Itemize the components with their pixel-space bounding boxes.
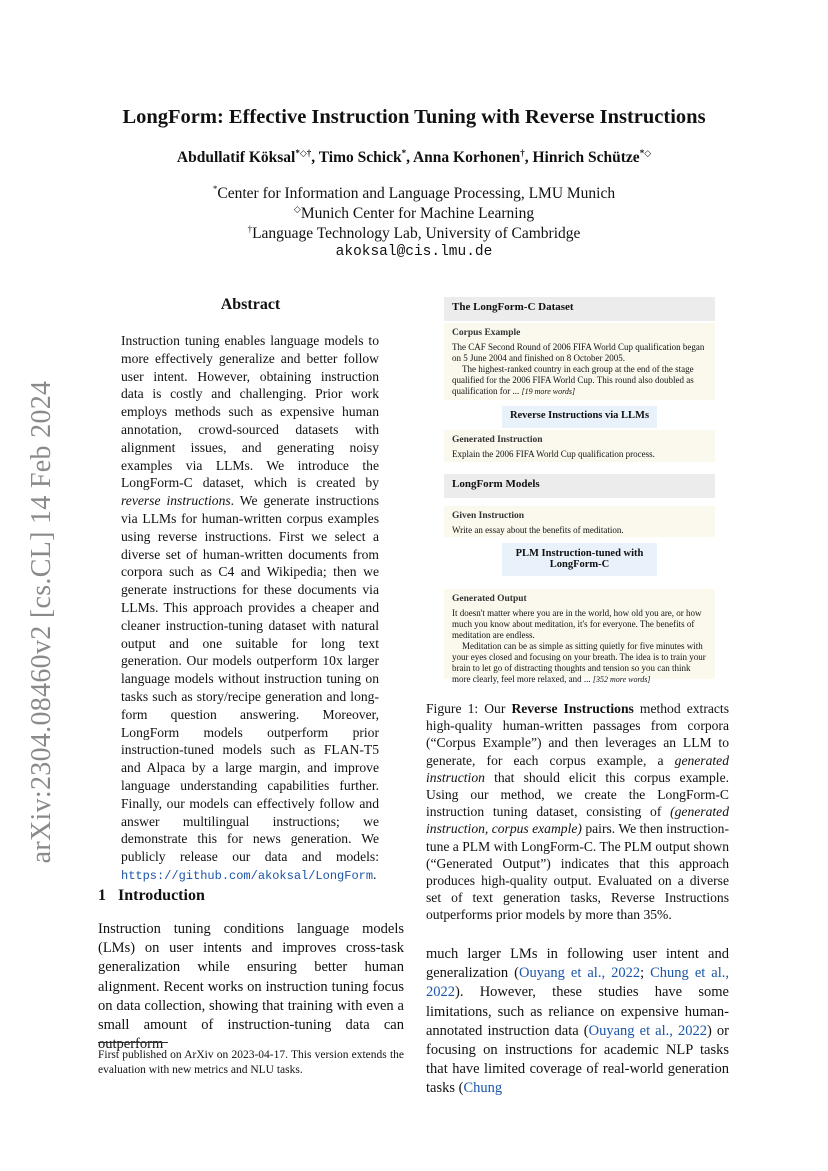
author-name: Hinrich Schütze <box>532 149 640 166</box>
body-text: ). However, these studies have some limitations, such as reliance on expensive human-annotated instruction data ( <box>426 984 729 1039</box>
body-text: ; <box>640 965 651 982</box>
generated-output-box <box>444 589 715 684</box>
generated-instruction-box <box>444 430 715 462</box>
author-name: Timo Schick <box>318 149 402 166</box>
citation-link[interactable]: Ouyang et al., 2022 <box>588 1022 707 1039</box>
affiliation-text: Center for Information and Language Processing, LMU Munich <box>217 185 616 202</box>
author-mark: * <box>401 147 407 158</box>
footnote: First published on ArXiv on 2023-04-17. This version extends the evaluation with new metrics and NLU tasks. <box>98 1049 404 1076</box>
given-instruction-label: Given Instruction <box>452 511 525 521</box>
generated-instruction-text: Explain the 2006 FIFA World Cup qualification process. <box>452 449 655 459</box>
caption-italic: (generated instruction, corpus example) <box>426 804 729 837</box>
abstract-heading: Abstract <box>220 296 281 313</box>
citation-link[interactable]: Chung et al., 2022 <box>426 965 730 1001</box>
right-column-text <box>426 945 729 1099</box>
generated-instruction-label: Generated Instruction <box>452 435 543 445</box>
introduction-text: Instruction tuning conditions language models (LMs) on user intents and improves cross-task generalization while ensuring better human alignment. Recent works on instruction tuning focus on data collection, showing that training with even a small amount of instruction-tuning data can outperform <box>98 921 404 1053</box>
caption-text: Figure 1: Our <box>426 701 512 716</box>
citation-link[interactable]: Ouyang et al., 2022 <box>518 965 641 982</box>
output-more-words: [352 more words] <box>592 675 651 684</box>
repository-link[interactable]: https://github.com/akoksal/LongForm <box>121 868 374 883</box>
arxiv-id: arXiv:2304.08460v2 [cs.CL] 14 Feb 2024 <box>26 380 57 864</box>
citation-link[interactable]: Chung <box>463 1080 503 1097</box>
corpus-example-text <box>452 364 707 397</box>
affiliation-mark: * <box>212 183 218 194</box>
corpus-example-box <box>444 323 715 400</box>
author-list: Abdullatif Köksal*◇†, Timo Schick*, Anna Korhonen†, Hinrich Schütze*◇ <box>176 147 652 166</box>
abstract-text: . We generate instructions via LLMs for human-written corpus examples using reverse instructions. First we select a diverse set of human-written documents from corpora such as C4 and Wikipedia; then we generate instructions for these documents via LLMs. This approach provides a cheaper and cleaner instruction-tuning dataset with natural output and one suitable for long text generation. Our models outperform 10x larger language models without instruction tuning on tasks such as story/recipe generation and long-form question answering. Moreover, LongForm models outperform prior instruction-tuned models such as FLAN-T5 and Alpaca by a large margin, and improve language understanding capabilities further. Finally, our models can effectively follow and answer multilingual instructions; we demonstrate this for news generation. We publicly release our data and models: <box>121 493 379 865</box>
figure-1 <box>444 297 715 684</box>
abstract-text: . <box>373 866 377 882</box>
affiliation-mark: † <box>247 223 253 234</box>
author-name: Anna Korhonen <box>412 149 521 166</box>
author-email[interactable]: akoksal@cis.lmu.de <box>335 244 493 260</box>
corpus-example-text-2: The highest-ranked country in each group at the end of the stage qualified for the 2006 FIFA World Cup. This round also doubled as qualification for ... <box>452 364 694 396</box>
footnote-divider <box>98 1042 168 1043</box>
paper-title: LongForm: Effective Instruction Tuning with Reverse Instructions <box>122 106 706 128</box>
models-header: LongForm Models <box>444 474 715 498</box>
affiliation-mark: ◇ <box>293 203 301 214</box>
section-number: 1 <box>98 887 106 904</box>
caption-italic: generated instruction <box>426 752 729 785</box>
corpus-example-label: Corpus Example <box>452 328 521 338</box>
corpus-example-text: The CAF Second Round of 2006 FIFA World Cup qualification began on 5 June 2004 and finished on 8 October 2005. <box>452 342 705 363</box>
reverse-instructions-box: Reverse Instructions via LLMs <box>502 406 657 428</box>
body-text: ) or focusing on instructions for academic NLP tasks that have limited coverage of real-world generation tasks ( <box>426 1022 729 1097</box>
body-text: much larger LMs in following user intent and generalization ( <box>426 946 729 982</box>
given-instruction-box <box>444 506 715 537</box>
figure-caption <box>426 700 729 924</box>
author-mark: *◇ <box>639 147 652 158</box>
generated-output-text-2: Meditation can be as simple as sitting quietly for five minutes with your eyes closed and focusing on your breath. The idea is to train your brain to let go of distracting thoughts and tension so you can think more clearly, feel more relaxed, and ... <box>452 641 706 684</box>
caption-text: method extracts high-quality human-written passages from corpora (“Corpus Example”) and then leverages an LLM to generate, for each corpus example, a <box>426 701 729 768</box>
section-heading <box>98 887 205 905</box>
corpus-more-words: [19 more words] <box>521 387 576 396</box>
author-mark: † <box>520 147 525 158</box>
affiliation-text: Language Technology Lab, University of Cambridge <box>252 225 581 242</box>
caption-text: that should elicit this corpus example. Using our method, we create the LongForm-C instruction tuning dataset, consisting of <box>426 769 729 820</box>
caption-bold: Reverse Instructions <box>511 701 634 716</box>
abstract-emphasis: reverse instructions <box>121 493 231 509</box>
affiliation <box>0 205 828 223</box>
abstract-body <box>121 332 379 886</box>
affiliation-text: Munich Center for Machine Learning <box>300 205 535 222</box>
generated-output-label: Generated Output <box>452 594 527 604</box>
author-mark: *◇† <box>295 147 312 158</box>
plm-instruction-tuned-box: PLM Instruction-tuned with LongForm-C <box>502 543 657 576</box>
given-instruction-text: Write an essay about the benefits of meditation. <box>452 525 624 535</box>
arxiv-sidebar-stamp <box>17 362 67 882</box>
author-name: Abdullatif Köksal <box>176 149 296 166</box>
affiliation <box>0 185 828 203</box>
caption-text: pairs. We then instruction-tune a PLM with LongForm-C. The PLM output shown (“Generated Output”) indicates that this approach produces high-quality output. Evaluated on a diverse set of text generation tasks, Reverse Instructions outperforms prior models by more than 35%. <box>426 821 729 923</box>
generated-output-text: It doesn't matter where you are in the world, how old you are, or how much you know about meditation, it's for everyone. The benefits of meditation are endless. <box>452 608 702 640</box>
generated-output-text <box>452 641 707 685</box>
affiliation <box>0 225 828 243</box>
section-title: Introduction <box>118 887 205 904</box>
abstract-text: Instruction tuning enables language models to more effectively generalize and better follow user intent. However, obtaining instruction data is costly and challenging. Prior work employs methods such as expensive human annotation, crowd-sourced datasets with alignment issues, and generating noisy examples via LLMs. We introduce the LongForm-C dataset, which is created by <box>121 333 379 491</box>
dataset-header: The LongForm-C Dataset <box>444 297 715 321</box>
